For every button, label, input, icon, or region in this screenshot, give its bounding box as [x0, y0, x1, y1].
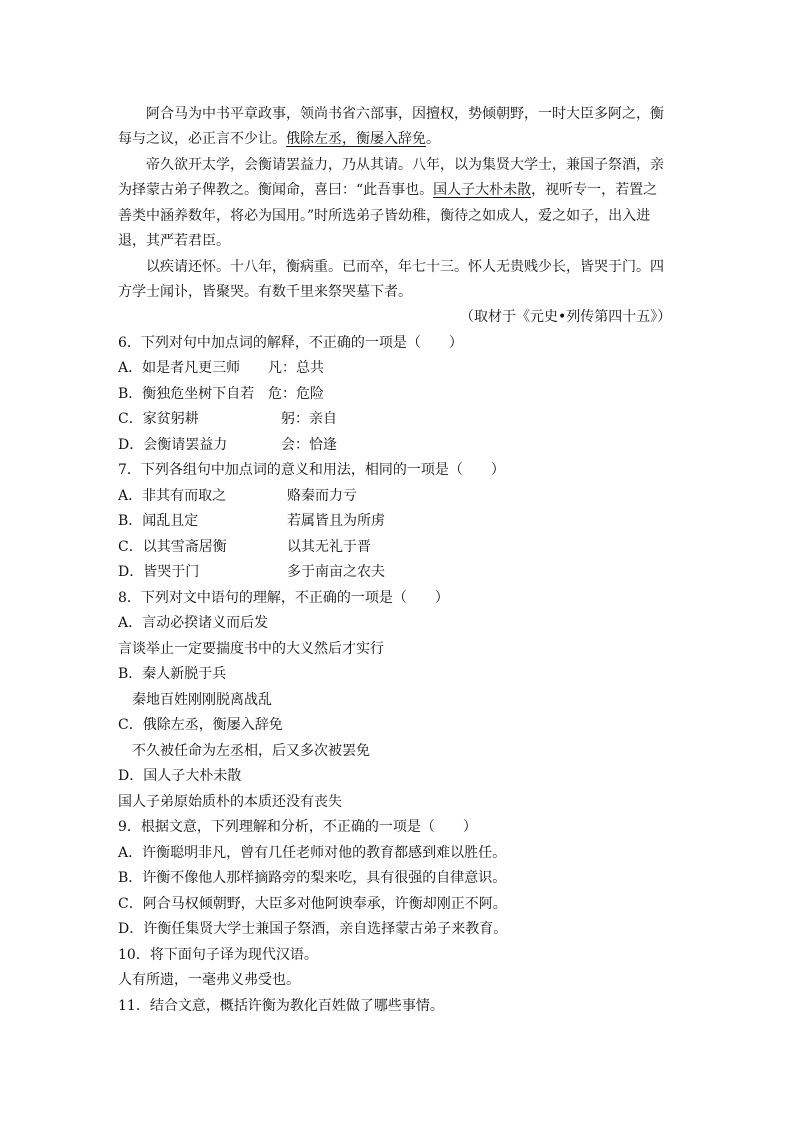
q8-option-a: A．言动必揆诸义而后发 [118, 615, 269, 631]
question-11-stem: 11．结合文意，概括许衡为教化百姓做了哪些事情。 [118, 998, 444, 1014]
q6-option-b: B．衡独危坐树下自若 [118, 386, 255, 402]
passage-line [118, 129, 440, 149]
q9-option-c: C．阿合马权倾朝野，大臣多对他阿谀奉承，许衡却刚正不阿。 [118, 896, 507, 912]
q6-option-a: A．如是者凡更三师 [118, 360, 241, 376]
question-6-stem: 6．下列对句中加点词的解释，不正确的一项是（ ） [118, 335, 463, 351]
underlined-sentence: 国人子大朴未散 [433, 182, 532, 198]
passage-line: 帝久欲开太学，会衡请罢益力，乃从其请。八年，以为集贤大学士，兼国子祭酒，亲 [146, 157, 664, 173]
q9-option-d: D．许衡任集贤大学士兼国子祭酒，亲自选择蒙古弟子来教育。 [118, 921, 508, 937]
q8-option-d: D．国人子大朴未散 [118, 768, 242, 784]
q7-option-b-pair: 若属皆且为所虏 [287, 513, 385, 529]
q6-option-c-gloss: 躬：亲自 [281, 411, 337, 427]
q8-option-c-explanation: 不久被任命为左丞相，后又多次被罢免 [132, 743, 370, 759]
q7-option-b: B．闻乱且定 [118, 513, 199, 529]
q7-option-a-pair: 赂秦而力亏 [287, 488, 357, 504]
q6-option-d-gloss: 会：恰逢 [281, 437, 337, 453]
q6-option-d: D．会衡请罢益力 [118, 437, 228, 453]
passage-text: ，视听专一，若置之 [531, 182, 658, 198]
q8-option-d-explanation: 国人子弟原始质朴的本质还没有丧失 [118, 794, 342, 810]
q6-option-a-gloss: 凡：总共 [268, 360, 324, 376]
q7-option-c-pair: 以其无礼于晋 [287, 539, 371, 555]
source-citation: （取材于《元史•列传第四十五》） [460, 309, 672, 325]
q6-option-c: C．家贫躬耕 [118, 411, 199, 427]
passage-line: 以疾请还怀。十八年，衡病重。已而卒，年七十三。怀人无贵贱少长，皆哭于门。四 [146, 259, 664, 275]
q7-option-c: C．以其雪斋居衡 [118, 539, 227, 555]
question-7-stem: 7．下列各组句中加点词的意义和用法，相同的一项是（ ） [118, 462, 505, 478]
q8-option-a-explanation: 言谈举止一定要揣度书中的大义然后才实行 [118, 641, 384, 657]
question-10-sentence: 人有所遗，一毫弗义弗受也。 [118, 972, 300, 988]
passage-text: 每与之议，必正言不少让。 [118, 131, 286, 147]
passage-line: 退，其严若君臣。 [118, 233, 230, 249]
q8-option-b: B．秦人新脱于兵 [118, 666, 227, 682]
q8-option-b-explanation: 秦地百姓刚刚脱离战乱 [132, 692, 272, 708]
q6-option-b-gloss: 危：危险 [268, 386, 324, 402]
q9-option-b: B．许衡不像他人那样摘路旁的梨来吃，具有很强的自律意识。 [118, 870, 507, 886]
underlined-sentence: 俄除左丞，衡屡入辞免 [286, 131, 426, 147]
question-9-stem: 9．根据文意，下列理解和分析，不正确的一项是（ ） [118, 819, 477, 835]
q9-option-a: A．许衡聪明非凡，曾有几任老师对他的教育都感到难以胜任。 [118, 845, 507, 861]
q7-option-a: A．非其有而取之 [118, 488, 227, 504]
passage-line [118, 180, 657, 200]
passage-text: 。 [426, 131, 440, 147]
passage-line: 方学士闻讣，皆聚哭。有数千里来祭哭墓下者。 [118, 284, 412, 300]
passage-line: 善类中涵养数年，将必为国用。”时所选弟子皆幼稚，衡待之如成人，爱之如子，出入进 [118, 208, 651, 224]
question-8-stem: 8．下列对文中语句的理解，不正确的一项是（ ） [118, 590, 449, 606]
passage-line: 阿合马为中书平章政事，领尚书省六部事，因擅权，势倾朝野，一时大臣多阿之，衡 [146, 106, 664, 122]
q7-option-d-pair: 多于南亩之农夫 [287, 564, 385, 580]
passage-text: 为择蒙古弟子俾教之。衡闻命，喜曰：“此吾事也。 [118, 182, 434, 198]
q8-option-c: C．俄除左丞，衡屡入辞免 [118, 717, 283, 733]
q7-option-d: D．皆哭于门 [118, 564, 200, 580]
question-10-stem: 10．将下面句子译为现代汉语。 [118, 947, 318, 963]
